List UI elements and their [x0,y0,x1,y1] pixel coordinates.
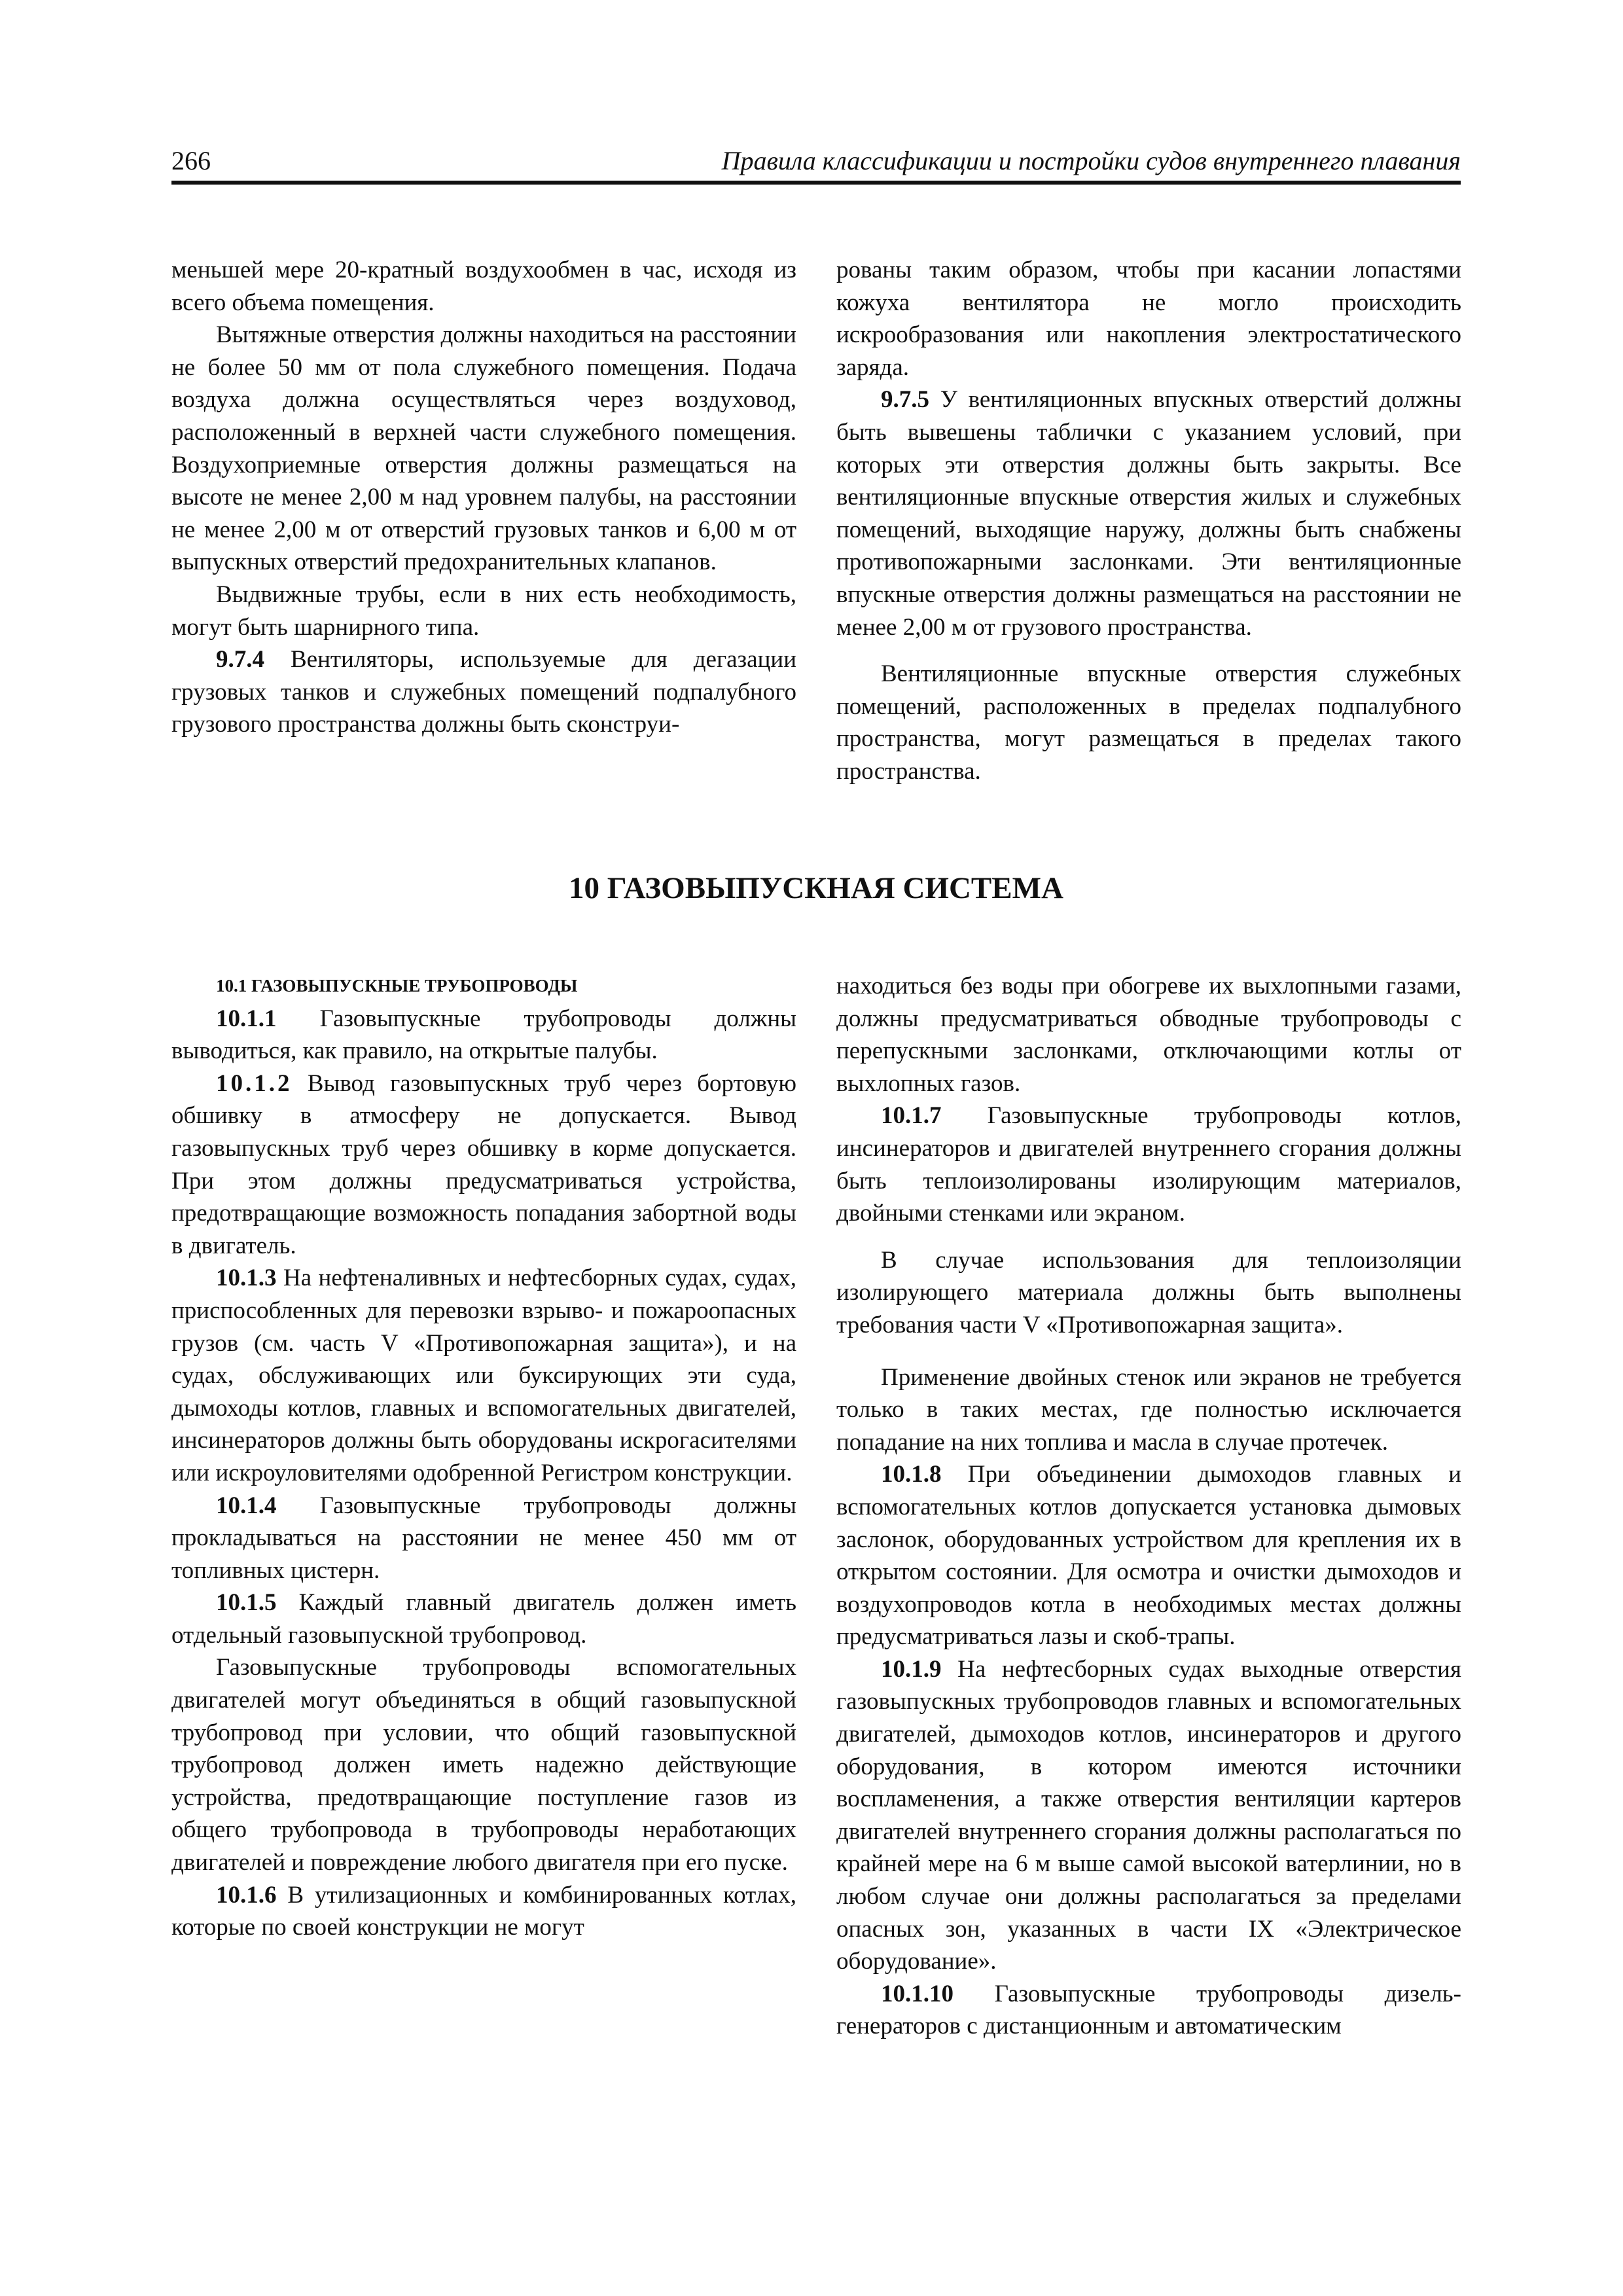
paragraph [171,1490,796,1587]
paragraph [836,1458,1461,1653]
clause-text: Газовыпускные трубопроводы должны выводиться, как правило, на открытые палубы. [171,1005,796,1065]
clause-number: 9.7.4 [216,646,264,673]
clause-number: 10.1.8 [881,1461,942,1488]
paragraph [171,1003,796,1067]
paragraph: рованы таким образом, чтобы при касании лопастями кожуха вентилятора не могло происходить искрообразования или накопления электростатического заряда. [836,257,1461,381]
running-title: Правила классификации и постройки судов внутреннего плавания [721,146,1461,175]
clause-text: При объединении дымоходов главных и вспомогательных котлов допускается установка дымовых заслонок, оборудованных устройством для крепления их в открытом состоянии. Для осмотра и очистки дымоходов и воздухопроводов котла в необходимых местах должны предусматриваться лазы и скоб-трапы. [836,1461,1462,1651]
paragraph [171,643,796,741]
chapter-title: 10 ГАЗОВЫПУСКНАЯ СИСТЕМА [569,871,1063,905]
paragraph: Применение двойных стенок или экранов не требуется только в таких местах, где полностью исключается попадание на них топлива и масла в случае протечек. [836,1363,1461,1456]
paragraph: Вентиляционные впускные отверстия служебных помещений, расположенных в пределах подпалубного пространства, могут размещаться в пределах такого пространства. [836,660,1461,785]
clause-number: 10.1.3 [216,1265,277,1292]
paragraph: Выдвижные трубы, если в них есть необходимость, могут быть шарнирного типа. [171,581,796,641]
clause-text: Вывод газовыпускных труб через бортовую обшивку в атмосферу не допускается. Вывод газовыпускных труб через обшивку в корме допускается. При этом должны предусматриваться устройства, предотвращающие возможность попадания забортной воды в двигатель. [171,1069,797,1259]
paragraph: Вытяжные отверстия должны находиться на расстоянии не более 50 мм от пола служебного помещения. Подача воздуха должна осуществляться через воздуховод, расположенный в верхней части служебного помещения. Воздухоприемные отверстия должны размещаться на высоте не менее 2,00 м над уровнем палубы, на расстоянии не менее 2,00 м от отверстий грузовых танков и 6,00 м от выпускных отверстий предохранительных клапанов. [171,321,796,576]
clause-text: Газовыпускные трубопроводы дизель-генераторов с дистанционным и автоматическим [836,1980,1461,2040]
page-header [171,144,1461,185]
paragraph [171,1879,796,1944]
clause-number: 10.1.10 [881,1980,954,2007]
clause-text: Газовыпускные трубопроводы котлов, инсинераторов и двигателей внутреннего сгорания должны быть теплоизолированы изолирующим материалов, двойными стенками или экраном. [836,1102,1461,1227]
paragraph: находиться без воды при обогреве их выхлопными газами, должны предусматриваться обводные трубопроводы с перепускными заслонками, отключающими котлы от выхлопных газов. [836,973,1461,1097]
clause-text: Каждый главный двигатель должен иметь отдельный газовыпускной трубопровод. [171,1589,796,1649]
page-number: 266 [171,146,211,175]
paragraph: меньшей мере 20-кратный воздухообмен в час, исходя из всего объема помещения. [171,257,796,316]
column-top-left [171,254,796,741]
paragraph: Газовыпускные трубопроводы вспомогательных двигателей могут объединяться в общий газовыпускной трубопровод при условии, что общий газовыпускной трубопровод должен иметь надежно действующие устройства, предотвращающие поступление газов из общего трубопровода в трубопроводы неработающих двигателей и повреждение любого двигателя при его пуске. [171,1654,796,1876]
paragraph [171,1067,796,1263]
clause-text: У вентиляционных впускных отверстий должны быть вывешены таблички с указанием условий, при которых эти отверстия должны быть закрыты. Все вентиляционные впускные отверстия жилых и служебных помещений, выходящие наружу, должны быть снабжены противопожарными заслонками. Эти вентиляционные впускные отверстия должны размещаться на расстоянии не менее 2,00 м от грузового пространства. [836,386,1462,641]
clause-number: 10.1.4 [216,1492,277,1519]
section-title: 10.1 ГАЗОВЫПУСКНЫЕ ТРУБОПРОВОДЫ [216,976,578,996]
clause-text: На нефтеналивных и нефтесборных судах, судах, приспособленных для перевозки взрыво- и пожароопасных грузов (см. часть V «Противопожарная защита»), и на судах, обслуживающих или буксирующих эти суда, дымоходы котлов, главных и вспомогательных двигателей, инсинераторов должны быть оборудованы искрогасителями или искроуловителями одобренной Регистром конструкции. [171,1265,797,1486]
paragraph [171,1262,796,1489]
clause-number: 10.1.2 [216,1069,293,1097]
paragraph [836,1978,1461,2043]
column-top-right [836,254,1461,788]
paragraph [836,1100,1461,1229]
clause-number: 10.1.6 [216,1881,277,1909]
paragraph [171,1587,796,1651]
clause-text: Газовыпускные трубопроводы должны прокладываться на расстоянии не менее 450 мм от топливных цистерн. [171,1492,796,1584]
paragraph [836,384,1461,643]
paragraph: В случае использования для теплоизоляции изолирующего материала должны быть выполнены требования части V «Противопожарная защита». [836,1246,1461,1338]
clause-number: 10.1.9 [881,1655,942,1683]
clause-text: Вентиляторы, используемые для дегазации грузовых танков и служебных помещений подпалубного грузового пространства должны быть сконструи- [171,646,796,738]
clause-number: 10.1.7 [881,1102,942,1130]
clause-number: 9.7.5 [881,386,929,414]
clause-text: В утилизационных и комбинированных котлах, которые по своей конструкции не могут [171,1881,796,1941]
column-bottom-right [836,970,1461,2043]
clause-text: На нефтесборных судах выходные отверстия газовыпускных трубопроводов главных и вспомогательных двигателей, дымоходов котлов, инсинераторов и другого оборудования, в котором имеются источники воспламенения, а также отверстия вентиляции картеров двигателей внутреннего сгорания должны располагаться по крайней мере на 6 м выше самой высокой ватерлинии, но в любом случае они должны располагаться за пределами опасных зон, указанных в части IX «Электрическое оборудование». [836,1655,1462,1975]
column-bottom-left [171,970,796,1944]
clause-number: 10.1.5 [216,1589,277,1617]
paragraph [836,1653,1461,1978]
clause-number: 10.1.1 [216,1005,277,1032]
